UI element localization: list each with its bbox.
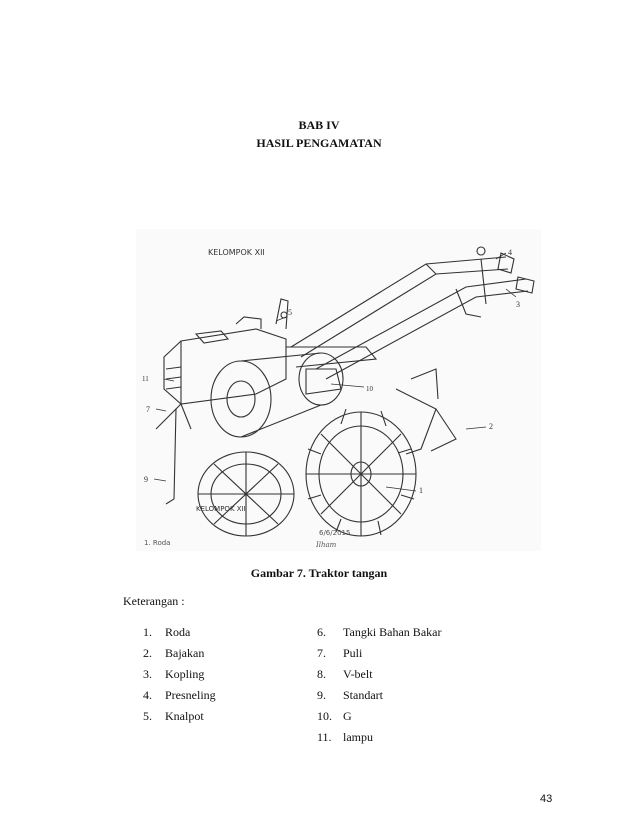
sketch-label-bottom-left: 1. Roda — [144, 539, 171, 547]
sketch-label-3: 3 — [516, 300, 520, 309]
legend-item-text: V-belt — [343, 667, 373, 681]
legend-item-number: 1. — [143, 625, 152, 639]
legend-item-text: Roda — [165, 625, 191, 639]
legend-item-number: 2. — [143, 646, 152, 660]
legend-item-text: Puli — [343, 646, 363, 660]
tractor-sketch — [136, 229, 541, 551]
legend-item — [317, 685, 441, 706]
legend-item-number: 11. — [317, 730, 332, 744]
legend-item — [317, 622, 441, 643]
sketch-label-2: 2 — [489, 422, 493, 431]
sketch-label-group-top: KELOMPOK XII — [208, 248, 265, 257]
legend-item-number: 10. — [317, 709, 332, 723]
legend-item-number: 8. — [317, 667, 326, 681]
legend-title: Keterangan : — [123, 594, 185, 608]
sketch-label-9: 9 — [144, 475, 148, 484]
legend-item-text: Kopling — [165, 667, 205, 681]
legend-item-number: 7. — [317, 646, 326, 660]
legend-item — [143, 622, 216, 643]
legend-item — [143, 643, 216, 664]
legend-item — [317, 727, 441, 748]
legend-item — [317, 643, 441, 664]
chapter-number: BAB IV — [298, 118, 340, 132]
page-number: 43 — [540, 793, 553, 805]
legend-item-number: 5. — [143, 709, 152, 723]
sketch-label-5: 5 — [288, 308, 292, 317]
handlebar-drawing — [291, 247, 534, 379]
sketch-date: 6/6/2015 — [319, 529, 351, 537]
legend-item-text: Bajakan — [165, 646, 205, 660]
legend-right-list — [317, 622, 441, 748]
sketch-label-11: 11 — [142, 375, 149, 383]
chapter-title: HASIL PENGAMATAN — [256, 136, 382, 150]
legend-left-list — [143, 622, 216, 727]
legend-item-number: 3. — [143, 667, 152, 681]
legend-item-number: 9. — [317, 688, 326, 702]
legend-item — [143, 664, 216, 685]
plough-drawing — [396, 369, 456, 454]
legend-item — [317, 706, 441, 727]
label-pointer-lines — [154, 253, 516, 491]
sketch-label-group-bottom: KELOMPOK XII — [196, 505, 246, 513]
figure-caption: Gambar 7. Traktor tangan — [250, 566, 388, 580]
legend-item-text: Presneling — [165, 688, 216, 702]
sketch-label-1: 1 — [419, 486, 423, 495]
wheel-drawing — [198, 409, 416, 536]
belt-pulley-drawing — [211, 347, 376, 437]
legend-item-text: lampu — [343, 730, 373, 744]
legend-item — [317, 664, 441, 685]
legend-item-text: G — [343, 709, 352, 723]
legend-item-number: 4. — [143, 688, 152, 702]
sketch-label-10: 10 — [366, 385, 373, 393]
legend-item — [143, 685, 216, 706]
legend-item — [143, 706, 216, 727]
legend-item-text: Tangki Bahan Bakar — [343, 625, 442, 639]
sketch-label-7: 7 — [146, 405, 150, 414]
sketch-signature: Ilham — [316, 541, 337, 549]
legend-item-number: 6. — [317, 625, 326, 639]
sketch-label-4: 4 — [508, 248, 512, 257]
legend-item-text: Standart — [343, 688, 383, 702]
legend-item-text: Knalpot — [165, 709, 204, 723]
